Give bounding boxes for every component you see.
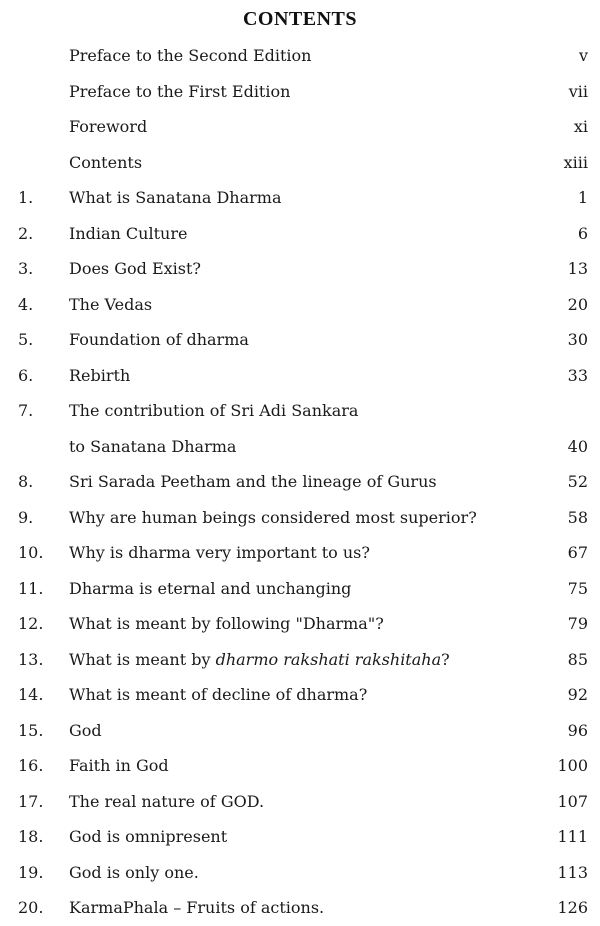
entry-page-number: 52	[567, 472, 588, 491]
toc-entry	[0, 748, 600, 784]
toc-entry	[0, 500, 600, 536]
toc-entry	[0, 784, 600, 820]
toc-entry	[0, 713, 600, 749]
toc-entry	[0, 429, 600, 465]
entry-page-number: 79	[567, 614, 588, 633]
toc-entry	[0, 642, 600, 678]
entry-title: Faith in God	[69, 756, 169, 775]
entry-title: KarmaPhala – Fruits of actions.	[69, 898, 325, 917]
entry-page-number: xiii	[563, 152, 588, 172]
entry-title-suffix: ?	[441, 649, 450, 669]
page-title: CONTENTS	[242, 8, 358, 30]
entry-title: God	[69, 720, 102, 740]
toc-entry	[0, 287, 600, 323]
entry-title: God is only one.	[69, 862, 199, 882]
entry-page-number: 13	[567, 259, 588, 278]
entry-page-number: 30	[567, 330, 588, 349]
entry-page-number: 40	[567, 436, 588, 456]
toc-entry	[0, 216, 600, 252]
toc-entry	[0, 677, 600, 713]
entry-number: 16.	[18, 756, 44, 775]
entry-page-number: 6	[577, 223, 588, 243]
toc-entry	[0, 535, 600, 571]
entry-title: to Sanatana Dharma	[69, 436, 237, 456]
entry-page-number: 1	[577, 188, 588, 207]
entry-number: 7.	[18, 401, 34, 420]
entry-title: Does God Exist?	[69, 259, 202, 278]
entry-page-number: 33	[567, 365, 588, 385]
toc-entry	[0, 109, 600, 145]
entry-page-number: xi	[573, 117, 588, 136]
entry-page-number: 75	[567, 578, 588, 598]
entry-title-italic: dharmo rakshati rakshitaha	[215, 649, 442, 669]
toc-entry	[0, 74, 600, 110]
entry-title: The real nature of GOD.	[69, 791, 265, 811]
toc-entry	[0, 464, 600, 500]
entry-number: 17.	[18, 791, 44, 811]
entry-number: 5.	[18, 330, 34, 349]
entry-title: Foreword	[69, 117, 148, 136]
entry-number: 8.	[18, 472, 34, 491]
entry-page-number: 58	[567, 507, 588, 527]
toc-entry	[0, 358, 600, 394]
entry-number: 19.	[18, 862, 44, 882]
entry-title: What is meant by following "Dharma"?	[69, 614, 384, 633]
entry-title: Preface to the First Edition	[69, 81, 291, 101]
toc-entry	[0, 890, 600, 926]
entry-page-number: 20	[567, 294, 588, 314]
toc-entry	[0, 251, 600, 287]
toc-list	[0, 38, 600, 926]
entry-number: 20.	[18, 898, 44, 917]
entry-title: Rebirth	[69, 365, 131, 385]
entry-number: 18.	[18, 827, 44, 846]
toc-entry	[0, 819, 600, 855]
entry-number: 11.	[18, 578, 44, 598]
entry-number: 14.	[18, 685, 44, 704]
entry-title: What is meant of decline of dharma?	[69, 685, 368, 704]
entry-title	[69, 642, 450, 678]
entry-title: What is Sanatana Dharma	[69, 188, 282, 207]
entry-page-number: 96	[567, 720, 588, 740]
toc-entry	[0, 393, 600, 429]
entry-title: Dharma is eternal and unchanging	[69, 578, 352, 598]
entry-page-number: 111	[557, 827, 588, 846]
entry-number: 1.	[18, 188, 34, 207]
entry-title: Why are human beings considered most superior?	[69, 507, 477, 527]
entry-title: God is omnipresent	[69, 827, 228, 846]
entry-number: 3.	[18, 259, 34, 278]
entry-title-prefix: What is meant by	[69, 649, 216, 669]
toc-entry	[0, 855, 600, 891]
entry-number: 4.	[18, 294, 34, 314]
entry-page-number: v	[578, 46, 588, 65]
entry-title: The contribution of Sri Adi Sankara	[69, 401, 359, 420]
toc-entry	[0, 322, 600, 358]
entry-page-number: 92	[567, 685, 588, 704]
entry-title: Foundation of dharma	[69, 330, 249, 349]
entry-number: 15.	[18, 720, 44, 740]
toc-entry	[0, 145, 600, 181]
entry-page-number: 85	[567, 649, 588, 669]
entry-title: The Vedas	[69, 294, 153, 314]
entry-number: 10.	[18, 543, 44, 562]
entry-number: 13.	[18, 649, 44, 669]
toc-entry	[0, 180, 600, 216]
entry-page-number: vii	[568, 81, 588, 101]
entry-page-number: 113	[557, 862, 588, 882]
entry-title: Preface to the Second Edition	[69, 46, 312, 65]
entry-page-number: 100	[557, 756, 588, 775]
entry-number: 12.	[18, 614, 44, 633]
entry-page-number: 67	[567, 543, 588, 562]
toc-entry	[0, 571, 600, 607]
toc-entry	[0, 38, 600, 74]
entry-title: Sri Sarada Peetham and the lineage of Gurus	[69, 472, 437, 491]
entry-page-number: 107	[557, 791, 588, 811]
entry-number: 2.	[18, 223, 34, 243]
entry-title: Why is dharma very important to us?	[69, 543, 370, 562]
entry-number: 9.	[18, 507, 34, 527]
entry-page-number: 126	[557, 898, 588, 917]
toc-entry	[0, 606, 600, 642]
entry-title: Contents	[69, 152, 143, 172]
entry-title: Indian Culture	[69, 223, 188, 243]
entry-number: 6.	[18, 365, 34, 385]
